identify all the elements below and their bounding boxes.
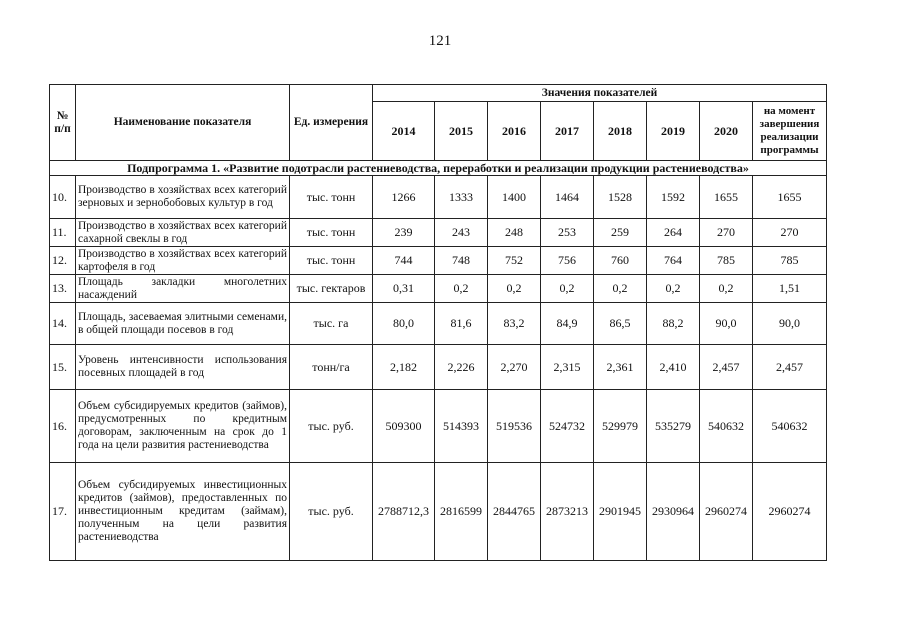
value-cell: 0,2 (488, 275, 541, 303)
value-cell: 514393 (435, 390, 488, 463)
table-row (50, 247, 827, 275)
value-cell: 2844765 (488, 463, 541, 561)
col-header-year: 2019 (647, 102, 700, 161)
value-cell: 1,51 (753, 275, 827, 303)
table-row (50, 219, 827, 247)
unit-cell: тыс. гектаров (290, 275, 373, 303)
value-cell: 2,226 (435, 345, 488, 390)
table-row (50, 390, 827, 463)
value-cell: 0,31 (373, 275, 435, 303)
value-cell: 1655 (753, 176, 827, 219)
value-cell: 88,2 (647, 303, 700, 345)
value-cell: 1333 (435, 176, 488, 219)
indicator-name: Производство в хозяйствах всех категорий картофеля в год (76, 247, 290, 275)
value-cell: 259 (594, 219, 647, 247)
value-cell: 509300 (373, 390, 435, 463)
value-cell: 90,0 (753, 303, 827, 345)
indicators-table (49, 84, 827, 561)
col-header-year: 2015 (435, 102, 488, 161)
col-header-values: Значения показателей (373, 85, 827, 102)
row-number: 17. (50, 463, 76, 561)
row-number: 14. (50, 303, 76, 345)
indicator-name: Производство в хозяйствах всех категорий зерновых и зернобобовых культур в год (76, 176, 290, 219)
value-cell: 84,9 (541, 303, 594, 345)
subprogram-title: Подпрограмма 1. «Развитие подотрасли растениеводства, переработки и реализации продукции растениеводства» (50, 161, 827, 176)
value-cell: 2,457 (753, 345, 827, 390)
value-cell: 1592 (647, 176, 700, 219)
indicator-name: Площадь закладки многолетних насаждений (76, 275, 290, 303)
value-cell: 2960274 (753, 463, 827, 561)
col-header-year: 2017 (541, 102, 594, 161)
indicator-name: Производство в хозяйствах всех категорий сахарной свеклы в год (76, 219, 290, 247)
row-number: 16. (50, 390, 76, 463)
value-cell: 86,5 (594, 303, 647, 345)
value-cell: 785 (700, 247, 753, 275)
page-number: 121 (428, 33, 452, 49)
value-cell: 540632 (700, 390, 753, 463)
table-row (50, 303, 827, 345)
unit-cell: тыс. тонн (290, 176, 373, 219)
unit-cell: тыс. тонн (290, 247, 373, 275)
value-cell: 2,361 (594, 345, 647, 390)
value-cell: 2788712,3 (373, 463, 435, 561)
row-number: 12. (50, 247, 76, 275)
value-cell: 270 (753, 219, 827, 247)
value-cell: 748 (435, 247, 488, 275)
subprogram-row (50, 161, 827, 176)
value-cell: 764 (647, 247, 700, 275)
value-cell: 90,0 (700, 303, 753, 345)
value-cell: 248 (488, 219, 541, 247)
value-cell: 2873213 (541, 463, 594, 561)
value-cell: 2930964 (647, 463, 700, 561)
value-cell: 1400 (488, 176, 541, 219)
value-cell: 1464 (541, 176, 594, 219)
value-cell: 0,2 (541, 275, 594, 303)
unit-cell: тыс. руб. (290, 390, 373, 463)
value-cell: 756 (541, 247, 594, 275)
value-cell: 0,2 (700, 275, 753, 303)
row-number: 11. (50, 219, 76, 247)
value-cell: 253 (541, 219, 594, 247)
value-cell: 0,2 (435, 275, 488, 303)
value-cell: 519536 (488, 390, 541, 463)
value-cell: 2,270 (488, 345, 541, 390)
indicator-name: Уровень интенсивности использования посевных площадей в год (76, 345, 290, 390)
indicator-name: Объем субсидируемых инвестиционных кредитов (займов), предоставленных по инвестиционным кредитам (займам), полученным на цели развития растениеводства (76, 463, 290, 561)
unit-cell: тыс. тонн (290, 219, 373, 247)
table-row (50, 345, 827, 390)
indicator-name: Объем субсидируемых кредитов (займов), предусмотренных по кредитным договорам, заключенным на срок до 1 года на цели развития растениеводства (76, 390, 290, 463)
unit-cell: тонн/га (290, 345, 373, 390)
value-cell: 80,0 (373, 303, 435, 345)
col-header-year: 2020 (700, 102, 753, 161)
table-row (50, 275, 827, 303)
col-header-final: на момент завершения реализации программы (753, 102, 827, 161)
value-cell: 785 (753, 247, 827, 275)
table-row (50, 176, 827, 219)
value-cell: 540632 (753, 390, 827, 463)
value-cell: 264 (647, 219, 700, 247)
value-cell: 2901945 (594, 463, 647, 561)
value-cell: 83,2 (488, 303, 541, 345)
table-row (50, 463, 827, 561)
value-cell: 81,6 (435, 303, 488, 345)
value-cell: 1528 (594, 176, 647, 219)
value-cell: 2,182 (373, 345, 435, 390)
col-header-number: № п/п (50, 85, 76, 161)
col-header-year: 2016 (488, 102, 541, 161)
value-cell: 535279 (647, 390, 700, 463)
value-cell: 239 (373, 219, 435, 247)
value-cell: 760 (594, 247, 647, 275)
row-number: 10. (50, 176, 76, 219)
indicator-name: Площадь, засеваемая элитными семенами, в общей площади посевов в год (76, 303, 290, 345)
value-cell: 1655 (700, 176, 753, 219)
row-number: 13. (50, 275, 76, 303)
value-cell: 2816599 (435, 463, 488, 561)
value-cell: 243 (435, 219, 488, 247)
value-cell: 2960274 (700, 463, 753, 561)
value-cell: 2,315 (541, 345, 594, 390)
value-cell: 744 (373, 247, 435, 275)
value-cell: 524732 (541, 390, 594, 463)
value-cell: 529979 (594, 390, 647, 463)
col-header-year: 2018 (594, 102, 647, 161)
value-cell: 270 (700, 219, 753, 247)
value-cell: 1266 (373, 176, 435, 219)
value-cell: 752 (488, 247, 541, 275)
unit-cell: тыс. руб. (290, 463, 373, 561)
row-number: 15. (50, 345, 76, 390)
unit-cell: тыс. га (290, 303, 373, 345)
col-header-name: Наименование показателя (76, 85, 290, 161)
col-header-unit: Ед. измерения (290, 85, 373, 161)
value-cell: 2,410 (647, 345, 700, 390)
value-cell: 2,457 (700, 345, 753, 390)
col-header-year: 2014 (373, 102, 435, 161)
value-cell: 0,2 (647, 275, 700, 303)
value-cell: 0,2 (594, 275, 647, 303)
